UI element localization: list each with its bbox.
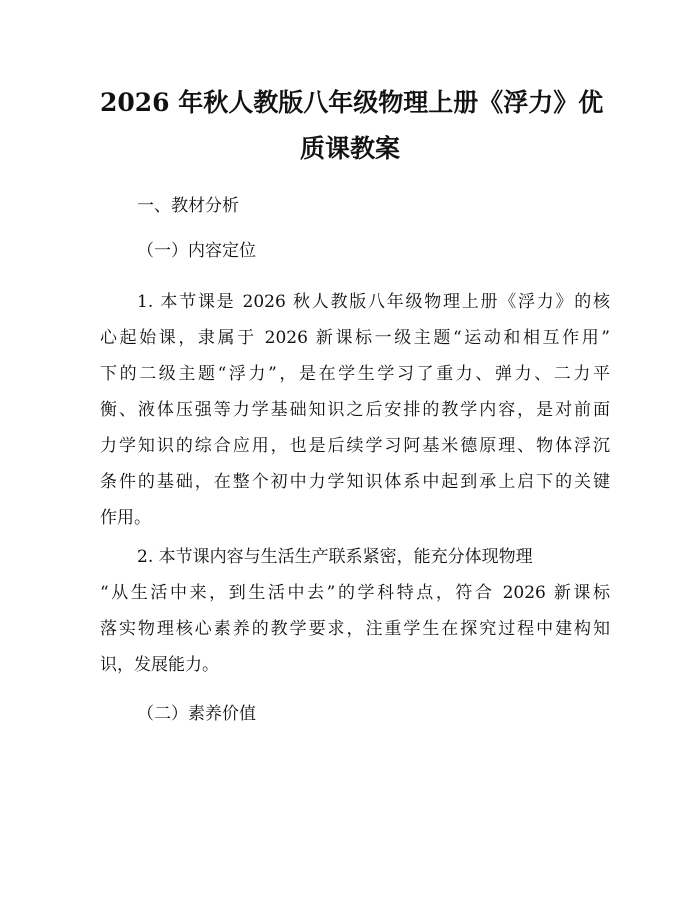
paragraph-1-line: 下的二级主题“浮力”，是在学生学习了重力、弹力、二力平: [100, 364, 610, 384]
paragraph-2-line: 2. 本节课内容与生活生产联系紧密，能充分体现物理: [137, 547, 533, 567]
section-heading-textbook-analysis: 一、教材分析: [137, 196, 239, 216]
paragraph-1: [100, 284, 610, 536]
paragraph-2: [100, 539, 610, 683]
paragraph-1-line: 衡、液体压强等力学基础知识之后安排的教学内容，是对前面: [100, 400, 610, 420]
document-title-line-1: 2026 年秋人教版八年级物理上册《浮力》优: [100, 88, 604, 117]
paragraph-2-line: 识，发展能力。: [100, 655, 219, 675]
paragraph-1-line: 作用。: [100, 508, 151, 528]
paragraph-2-line: 落实物理核心素养的教学要求，注重学生在探究过程中建构知: [100, 619, 610, 639]
paragraph-1-line: 1. 本节课是 2026 秋人教版八年级物理上册《浮力》的核: [137, 292, 610, 312]
subsection-heading-literacy-value: （二）素养价值: [137, 704, 256, 724]
paragraph-1-line: 心起始课，隶属于 2026 新课标一级主题“运动和相互作用”: [100, 328, 610, 348]
paragraph-2-line: “从生活中来，到生活中去”的学科特点，符合 2026 新课标: [100, 583, 610, 603]
paragraph-1-line: 力学知识的综合应用，也是后续学习阿基米德原理、物体浮沉: [100, 436, 610, 456]
document-title-line-2: 质课教案: [299, 134, 400, 163]
subsection-heading-content-positioning: （一）内容定位: [137, 241, 256, 261]
paragraph-1-line: 条件的基础，在整个初中力学知识体系中起到承上启下的关键: [100, 472, 610, 492]
